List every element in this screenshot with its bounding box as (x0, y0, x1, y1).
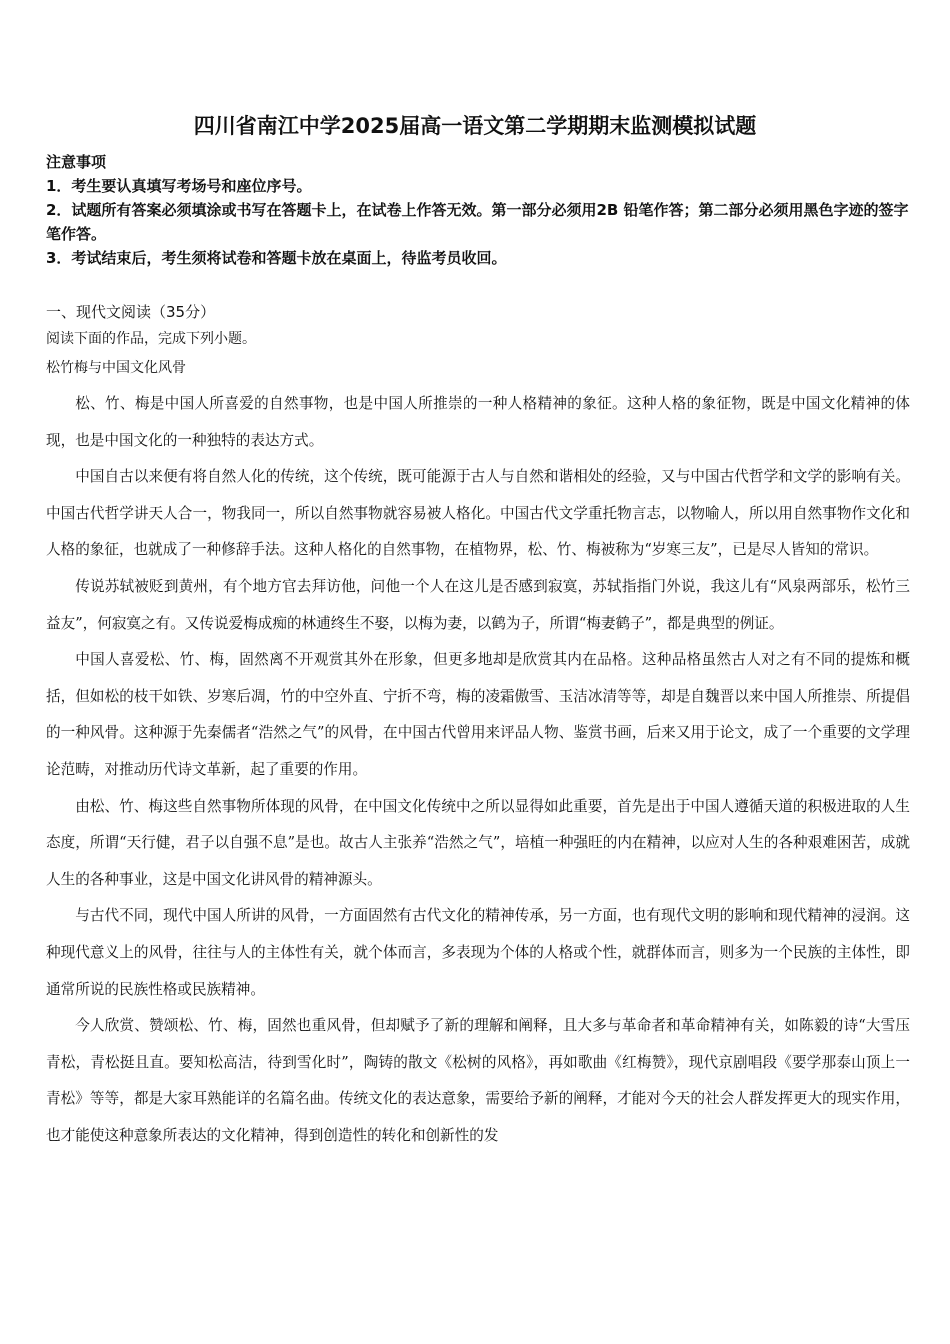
paragraph: 今人欣赏、赞颂松、竹、梅，固然也重风骨，但却赋予了新的理解和阐释，且大多与革命者和革命精神有关，如陈毅的诗“大雪压青松，青松挺且直。要知松高洁，待到雪化时”，陶铸的散文《松树的风格》，再如歌曲《红梅赞》，现代京剧唱段《要学那泰山顶上一青松》等等，都是大家耳熟能详的名篇名曲。传统文化的表达意象，需要给予新的阐释，才能对今天的社会人群发挥更大的现实作用，也才能使这种意象所表达的文化精神，得到创造性的转化和创新性的发 (46, 1017, 910, 1144)
paragraph: 中国自古以来便有将自然人化的传统，这个传统，既可能源于古人与自然和谐相处的经验，又与中国古代哲学和文学的影响有关。中国古代哲学讲天人合一，物我同一，所以自然事物就容易被人格化。中国古代文学重托物言志，以物喻人，所以用自然事物作文化和人格的象征，也就成了一种修辞手法。这种人格化的自然事物，在植物界，松、竹、梅被称为“岁寒三友”，已是尽人皆知的常识。 (46, 468, 910, 559)
paragraph: 松、竹、梅是中国人所喜爱的自然事物，也是中国人所推崇的一种人格精神的象征。这种人格的象征物，既是中国文化精神的体现，也是中国文化的一种独特的表达方式。 (46, 395, 910, 449)
page-title: 四川省南江中学2025届高一语文第二学期期末监测模拟试题 (193, 114, 757, 138)
notes-block (46, 150, 912, 270)
paragraph: 与古代不同，现代中国人所讲的风骨，一方面固然有古代文化的精神传承，另一方面，也有现代文明的影响和现代精神的浸润。这种现代意义上的风骨，往往与人的主体性有关，就个体而言，多表现为个体的人格或个性，就群体而言，则多为一个民族的主体性，即通常所说的民族性格或民族精神。 (46, 907, 910, 998)
paragraph: 中国人喜爱松、竹、梅，固然离不开观赏其外在形象，但更多地却是欣赏其内在品格。这种品格虽然古人对之有不同的提炼和概括，但如松的枝干如铁、岁寒后凋，竹的中空外直、宁折不弯，梅的凌霜傲雪、玉洁冰清等等，却是自魏晋以来中国人所推崇、所提倡的一种风骨。这种源于先秦儒者“浩然之气”的风骨，在中国古代曾用来评品人物、鉴赏书画，后来又用于论文，成了一个重要的文学理论范畴，对推动历代诗文革新，起了重要的作用。 (46, 651, 910, 778)
notes-item-2: 2．试题所有答案必须填涂或书写在答题卡上，在试卷上作答无效。第一部分必须用2B 铅笔作答；第二部分必须用黑色字迹的签字笔作答。 (46, 201, 909, 243)
notes-item-3: 3．考试结束后，考生须将试卷和答题卡放在桌面上，待监考员收回。 (46, 249, 507, 267)
paragraph: 传说苏轼被贬到黄州，有个地方官去拜访他，问他一个人在这儿是否感到寂寞，苏轼指指门外说，我这儿有“风泉两部乐，松竹三益友”，何寂寞之有。又传说爱梅成痴的林逋终生不娶，以梅为妻，以鹤为子，所谓“梅妻鹤子”，都是典型的例证。 (46, 577, 910, 632)
notes-item-1: 1．考生要认真填写考场号和座位序号。 (46, 177, 312, 195)
notes-heading: 注意事项 (46, 153, 107, 171)
section-instruction: 阅读下面的作品，完成下列小题。 (46, 331, 256, 347)
article-body (46, 386, 910, 1154)
section-heading: 一、现代文阅读（35分） (46, 303, 216, 321)
article-title: 松竹梅与中国文化风骨 (46, 360, 186, 376)
paragraph: 由松、竹、梅这些自然事物所体现的风骨，在中国文化传统中之所以显得如此重要，首先是出于中国人遵循天道的积极进取的人生态度，所谓“天行健，君子以自强不息”是也。故古人主张养“浩然之气”，培植一种强旺的内在精神，以应对人生的各种艰难困苦，成就人生的各种事业，这是中国文化讲风骨的精神源头。 (46, 797, 910, 888)
reading-section (46, 300, 912, 382)
